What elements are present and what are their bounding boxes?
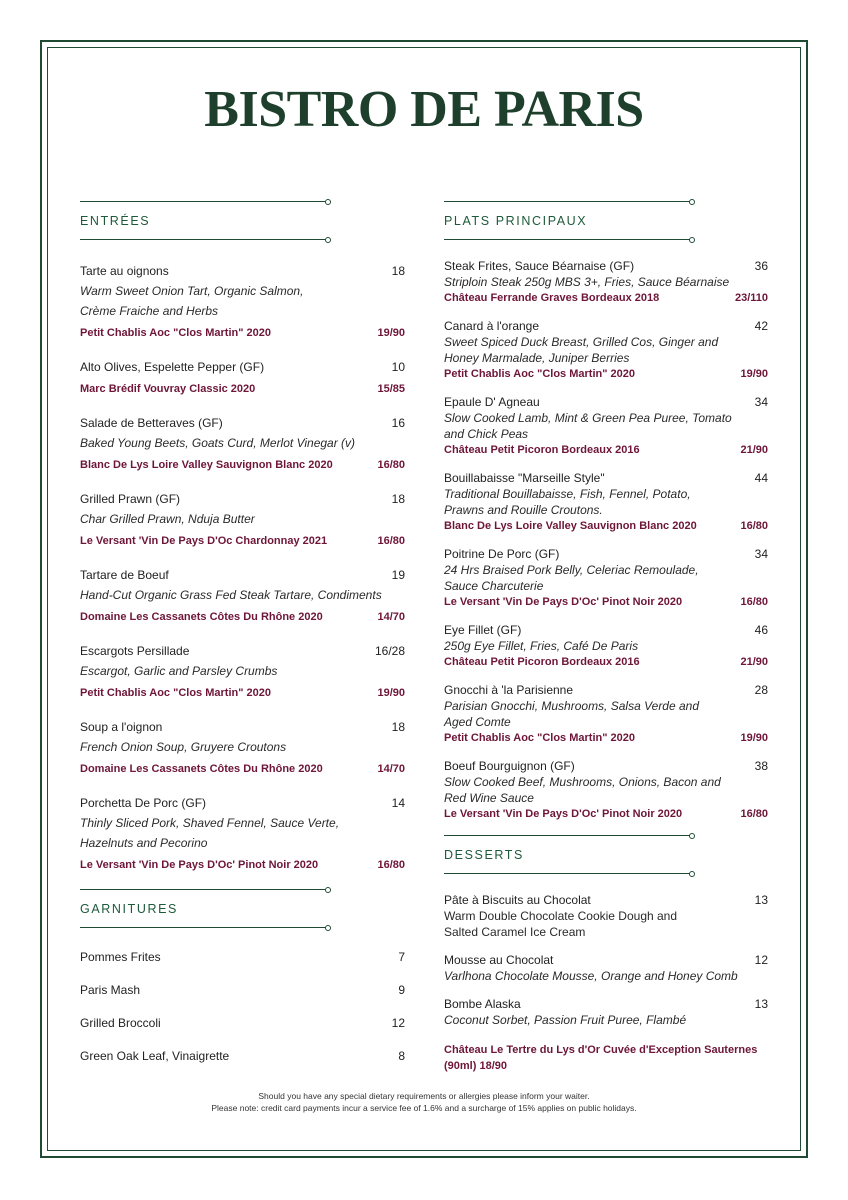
dish-description: Traditional Bouillabaisse, Fish, Fennel, Potato, [444,487,691,501]
divider [80,239,328,240]
dish-price: 18 [391,264,405,278]
item-row [80,357,405,377]
item-row [80,717,405,737]
dish-description: Sauce Charcuterie [444,579,544,593]
dish-description: Prawns and Rouille Croutons. [444,503,603,517]
divider [444,835,692,836]
dish-description: Salted Caramel Ice Cream [444,925,586,939]
dish-description: French Onion Soup, Gruyere Croutons [80,740,287,754]
dish-name: Boeuf Bourguignon (GF) [444,759,575,773]
footer-notice [0,1090,848,1114]
section-title: GARNITURES [80,902,178,916]
divider [444,239,692,240]
dish-price: 19 [391,568,405,582]
wine-pairing [444,654,768,670]
menu-item [80,357,405,398]
dish-description: Slow Cooked Beef, Mushrooms, Onions, Bacon and [444,775,721,789]
left-column [80,196,405,1066]
menu-item [80,717,405,778]
wine-name: Château Le Tertre du Lys d'Or Cuvée d'Exception Sauternes (90ml) 18/90 [444,1044,758,1072]
dish-name: Tarte au oignons [80,264,169,278]
dish-description: Parisian Gnocchi, Mushrooms, Salsa Verde and [444,699,700,713]
wine-price: 19/90 [377,687,405,699]
right-column [444,196,768,1074]
wine-price: 23/110 [734,292,768,304]
plats-header [444,196,768,246]
wine-pairing [80,380,405,398]
item-row [80,565,405,585]
menu-item [80,641,405,702]
item-row [444,318,768,334]
wine-name: Château Ferrande Graves Bordeaux 2018 [444,292,660,304]
dish-price: 34 [754,547,768,561]
item-row [444,682,768,698]
wine-name: Petit Chablis Aoc "Clos Martin" 2020 [444,732,635,744]
divider [80,201,328,202]
dish-description: Honey Marmalade, Juniper Berries [444,351,630,365]
wine-name: Domaine Les Cassanets Côtes Du Rhône 2020 [80,763,323,775]
dish-description: 250g Eye Fillet, Fries, Café De Paris [444,639,639,653]
plats-list [444,258,768,822]
footer-line: Should you have any special dietary requirements or allergies please inform your waiter. [258,1091,590,1101]
menu-item [80,947,405,967]
wine-price: 16/80 [740,596,768,608]
wine-pairing [80,856,405,874]
wine-name: Le Versant 'Vin De Pays D'Oc' Pinot Noir 2020 [444,596,683,608]
item-row [444,758,768,774]
menu-item [444,996,768,1028]
menu-item [80,413,405,474]
dish-description: and Chick Peas [444,427,529,441]
wine-name: Blanc De Lys Loire Valley Sauvignon Blanc 2020 [80,459,333,471]
dish-name: Salade de Betteraves (GF) [80,416,223,430]
garnitures-header [80,884,405,934]
item-row [80,793,405,813]
wine-price: 16/80 [740,808,768,820]
dish-description: Hazelnuts and Pecorino [80,836,208,850]
dish-name: Bouillabaisse "Marseille Style" [444,471,605,485]
dish-price: 28 [754,683,768,697]
dish-description: Escargot, Garlic and Parsley Crumbs [80,664,278,678]
wine-pairing [80,608,405,626]
footer-line: Please note: credit card payments incur a service fee of 1.6% and a surcharge of 15% applies on public holidays. [211,1103,637,1113]
dish-price: 10 [391,360,405,374]
dish-name: Eye Fillet (GF) [444,623,522,637]
dish-price: 13 [754,893,768,907]
dish-name: Paris Mash [80,983,141,997]
wine-name: Le Versant 'Vin De Pays D'Oc Chardonnay 2021 [80,535,328,547]
menu-item [444,952,768,984]
item-row [80,947,405,967]
divider [444,873,692,874]
menu-item [444,758,768,822]
wine-pairing [444,442,768,458]
wine-pairing [444,366,768,382]
item-row [80,413,405,433]
garnitures-list [80,947,405,1066]
dish-name: Steak Frites, Sauce Béarnaise (GF) [444,259,635,273]
wine-price: 19/90 [740,368,768,380]
dish-price: 8 [398,1049,405,1063]
wine-name: Marc Brédif Vouvray Classic 2020 [80,383,256,395]
dish-description: Slow Cooked Lamb, Mint & Green Pea Puree, Tomato [444,411,732,425]
wine-name: Petit Chablis Aoc "Clos Martin" 2020 [80,687,271,699]
dish-price: 18 [391,492,405,506]
menu-item [444,470,768,534]
dish-price: 14 [391,796,405,810]
dish-description: Striploin Steak 250g MBS 3+, Fries, Sauce Béarnaise [444,275,730,289]
item-row [444,546,768,562]
menu-item [80,980,405,1000]
wine-price: 19/90 [740,732,768,744]
menu-item [80,489,405,550]
wine-pairing [80,324,405,342]
item-row [444,952,768,968]
desserts-header [444,830,768,880]
divider [80,927,328,928]
item-row [80,980,405,1000]
menu-item [80,793,405,874]
dish-description: 24 Hrs Braised Pork Belly, Celeriac Remoulade, [444,563,699,577]
section-title: DESSERTS [444,848,524,862]
dessert-wine-pairing [444,1042,768,1074]
wine-name: Domaine Les Cassanets Côtes Du Rhône 2020 [80,611,323,623]
dish-price: 7 [398,950,405,964]
entrees-list [80,261,405,874]
dish-description: Baked Young Beets, Goats Curd, Merlot Vinegar (v) [80,436,356,450]
wine-price: 21/90 [740,656,768,668]
dish-price: 16 [391,416,405,430]
dish-name: Bombe Alaska [444,997,521,1011]
dish-price: 12 [391,1016,405,1030]
dish-name: Poitrine De Porc (GF) [444,547,560,561]
wine-pairing [444,594,768,610]
entrees-header [80,196,405,246]
section-title: PLATS PRINCIPAUX [444,214,588,228]
wine-name: Petit Chablis Aoc "Clos Martin" 2020 [444,368,635,380]
menu-item [80,261,405,342]
item-row [444,470,768,486]
dish-name: Grilled Broccoli [80,1016,161,1030]
wine-price: 21/90 [740,444,768,456]
menu-item [80,1046,405,1066]
wine-pairing [80,760,405,778]
dish-name: Pommes Frites [80,950,161,964]
dish-name: Epaule D' Agneau [444,395,540,409]
dish-description: Varlhona Chocolate Mousse, Orange and Honey Comb [444,969,738,983]
restaurant-title: BISTRO DE PARIS [204,81,644,138]
wine-name: Blanc De Lys Loire Valley Sauvignon Blanc 2020 [444,520,697,532]
dish-name: Canard à l'orange [444,319,540,333]
wine-pairing [444,518,768,534]
dish-description: Hand-Cut Organic Grass Fed Steak Tartare, Condiments [80,588,382,602]
dish-name: Mousse au Chocolat [444,953,554,967]
wine-pairing [80,684,405,702]
wine-pairing [444,806,768,822]
menu-item [444,622,768,670]
wine-price: 16/80 [377,859,405,871]
wine-name: Le Versant 'Vin De Pays D'Oc' Pinot Noir 2020 [444,808,683,820]
item-row [444,258,768,274]
dish-name: Alto Olives, Espelette Pepper (GF) [80,360,265,374]
wine-pairing [444,730,768,746]
dish-price: 13 [754,997,768,1011]
wine-name: Petit Chablis Aoc "Clos Martin" 2020 [80,327,271,339]
dish-price: 12 [754,953,768,967]
dish-name: Soup a l'oignon [80,720,163,734]
item-row [80,1013,405,1033]
item-row [444,394,768,410]
dish-description: Coconut Sorbet, Passion Fruit Puree, Flambé [444,1013,687,1027]
menu-item [444,258,768,306]
dish-name: Grilled Prawn (GF) [80,492,181,506]
dish-name: Gnocchi à 'la Parisienne [444,683,574,697]
item-row [80,641,405,661]
wine-price: 15/85 [377,383,405,395]
dish-description: Warm Double Chocolate Cookie Dough and [444,909,678,923]
dish-description: Crème Fraiche and Herbs [80,304,219,318]
wine-price: 14/70 [377,611,405,623]
menu-item [444,318,768,382]
menu-item [444,892,768,940]
divider [444,201,692,202]
wine-name: Le Versant 'Vin De Pays D'Oc' Pinot Noir 2020 [80,859,319,871]
menu-item [80,565,405,626]
dish-price: 18 [391,720,405,734]
wine-pairing [80,532,405,550]
wine-name: Château Petit Picoron Bordeaux 2016 [444,444,640,456]
menu-item [444,682,768,746]
dish-name: Tartare de Boeuf [80,568,169,582]
wine-price: 16/80 [377,535,405,547]
dish-description: Thinly Sliced Pork, Shaved Fennel, Sauce Verte, [80,816,340,830]
dish-price: 42 [754,319,768,333]
wine-pairing [80,456,405,474]
dish-name: Escargots Persillade [80,644,190,658]
dish-price: 38 [754,759,768,773]
dish-price: 16/28 [374,644,405,658]
wine-price: 16/80 [740,520,768,532]
dish-price: 34 [754,395,768,409]
item-row [444,892,768,908]
dish-name: Porchetta De Porc (GF) [80,796,207,810]
dish-description: Warm Sweet Onion Tart, Organic Salmon, [80,284,304,298]
dish-price: 46 [754,623,768,637]
dish-price: 44 [754,471,768,485]
wine-price: 16/80 [377,459,405,471]
dish-description: Red Wine Sauce [444,791,534,805]
wine-price: 19/90 [377,327,405,339]
dish-price: 9 [398,983,405,997]
dish-price: 36 [754,259,768,273]
menu-item [444,394,768,458]
item-row [80,261,405,281]
dish-description: Sweet Spiced Duck Breast, Grilled Cos, Ginger and [444,335,719,349]
wine-price: 14/70 [377,763,405,775]
wine-pairing [444,290,768,306]
desserts-list [444,892,768,1028]
item-row [80,1046,405,1066]
item-row [80,489,405,509]
menu-item [444,546,768,610]
divider [80,889,328,890]
dish-description: Char Grilled Prawn, Nduja Butter [80,512,255,526]
item-row [444,996,768,1012]
item-row [444,622,768,638]
dish-description: Aged Comte [444,715,511,729]
menu-item [80,1013,405,1033]
dish-name: Green Oak Leaf, Vinaigrette [80,1049,230,1063]
dish-name: Pâte à Biscuits au Chocolat [444,893,591,907]
wine-name: Château Petit Picoron Bordeaux 2016 [444,656,640,668]
section-title: ENTRÉES [80,214,151,228]
